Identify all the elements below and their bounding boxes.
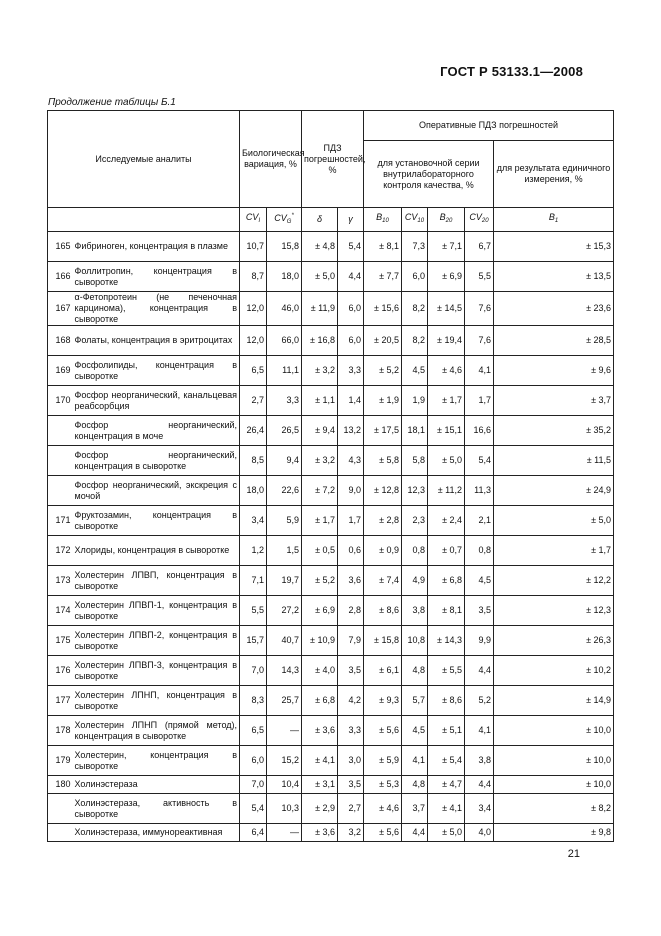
value-cell: ± 4,8 <box>302 232 338 262</box>
value-cell: 3,2 <box>338 824 364 842</box>
table-row <box>48 356 614 386</box>
value-cell: 10,8 <box>402 626 428 656</box>
value-cell: ± 1,7 <box>302 506 338 536</box>
value-cell: ± 5,1 <box>428 716 465 746</box>
value-cell: 3,3 <box>338 356 364 386</box>
value-cell: 9,4 <box>267 446 302 476</box>
value-cell: 12,0 <box>240 292 267 326</box>
value-cell: 4,4 <box>338 262 364 292</box>
value-cell: 5,4 <box>338 232 364 262</box>
value-cell: 2,1 <box>465 506 494 536</box>
value-cell: ± 3,2 <box>302 356 338 386</box>
value-cell: 2,3 <box>402 506 428 536</box>
row-number: 174 <box>48 596 73 626</box>
value-cell: ± 5,0 <box>302 262 338 292</box>
value-cell: ± 0,7 <box>428 536 465 566</box>
value-cell: 4,5 <box>465 566 494 596</box>
value-cell: ± 6,9 <box>428 262 465 292</box>
symbol-gamma: γ <box>338 208 364 232</box>
value-cell: ± 5,2 <box>302 566 338 596</box>
value-cell: ± 11,5 <box>494 446 614 476</box>
value-cell: 1,7 <box>465 386 494 416</box>
value-cell: 4,1 <box>465 356 494 386</box>
value-cell: 6,0 <box>338 292 364 326</box>
table-row <box>48 506 614 536</box>
value-cell: 6,5 <box>240 356 267 386</box>
value-cell: ± 35,2 <box>494 416 614 446</box>
row-number: 175 <box>48 626 73 656</box>
value-cell: ± 6,9 <box>302 596 338 626</box>
header-operative-pdz: Оперативные ПДЗ погрешностей <box>364 111 614 141</box>
value-cell: 46,0 <box>267 292 302 326</box>
value-cell: ± 15,8 <box>364 626 402 656</box>
value-cell: ± 7,2 <box>302 476 338 506</box>
table-row <box>48 292 614 326</box>
value-cell: ± 5,2 <box>364 356 402 386</box>
value-cell: 0,8 <box>465 536 494 566</box>
analyte-name: Фоллитропин, концентрация в сыворотке <box>73 262 240 292</box>
value-cell: ± 8,6 <box>364 596 402 626</box>
value-cell: 2,7 <box>240 386 267 416</box>
value-cell: 18,1 <box>402 416 428 446</box>
value-cell: 26,4 <box>240 416 267 446</box>
value-cell: 7,6 <box>465 326 494 356</box>
table-row <box>48 326 614 356</box>
value-cell: — <box>267 824 302 842</box>
value-cell: 5,5 <box>465 262 494 292</box>
analyte-name: Фосфор неорганический, канальцевая реабсорбция <box>73 386 240 416</box>
value-cell: ± 23,6 <box>494 292 614 326</box>
value-cell: 16,6 <box>465 416 494 446</box>
value-cell: ± 4,1 <box>302 746 338 776</box>
value-cell: 3,4 <box>240 506 267 536</box>
value-cell: ± 15,6 <box>364 292 402 326</box>
value-cell: 7,9 <box>338 626 364 656</box>
value-cell: 25,7 <box>267 686 302 716</box>
document-code: ГОСТ Р 53133.1—2008 <box>440 64 583 79</box>
value-cell: ± 2,4 <box>428 506 465 536</box>
value-cell: 7,1 <box>240 566 267 596</box>
value-cell: ± 1,7 <box>494 536 614 566</box>
value-cell: ± 1,9 <box>364 386 402 416</box>
value-cell: ± 7,4 <box>364 566 402 596</box>
analyte-name: Фибриноген, концентрация в плазме <box>73 232 240 262</box>
value-cell: 9,0 <box>338 476 364 506</box>
value-cell: 27,2 <box>267 596 302 626</box>
table-row <box>48 596 614 626</box>
value-cell: ± 9,3 <box>364 686 402 716</box>
value-cell: ± 28,5 <box>494 326 614 356</box>
row-number: 168 <box>48 326 73 356</box>
value-cell: 40,7 <box>267 626 302 656</box>
value-cell: 8,5 <box>240 446 267 476</box>
row-number <box>48 416 73 446</box>
value-cell: ± 3,1 <box>302 776 338 794</box>
value-cell: 5,4 <box>465 446 494 476</box>
value-cell: ± 13,5 <box>494 262 614 292</box>
value-cell: ± 20,5 <box>364 326 402 356</box>
value-cell: ± 4,1 <box>428 794 465 824</box>
value-cell: 15,7 <box>240 626 267 656</box>
value-cell: 9,9 <box>465 626 494 656</box>
value-cell: ± 5,0 <box>428 446 465 476</box>
value-cell: 8,2 <box>402 326 428 356</box>
table-row <box>48 536 614 566</box>
value-cell: ± 6,8 <box>428 566 465 596</box>
header-pdz: ПДЗ погрешностей, % <box>302 111 364 208</box>
table-row <box>48 794 614 824</box>
row-number: 176 <box>48 656 73 686</box>
value-cell: ± 8,1 <box>364 232 402 262</box>
value-cell: 19,7 <box>267 566 302 596</box>
value-cell: 1,2 <box>240 536 267 566</box>
analyte-name: Холинэстераза, иммунореактивная <box>73 824 240 842</box>
value-cell: ± 2,9 <box>302 794 338 824</box>
value-cell: 8,7 <box>240 262 267 292</box>
value-cell: ± 12,2 <box>494 566 614 596</box>
analyte-name: Фосфор неорганический, концентрация в моче <box>73 416 240 446</box>
value-cell: 15,8 <box>267 232 302 262</box>
value-cell: 2,8 <box>338 596 364 626</box>
analyte-name: Фруктозамин, концентрация в сыворотке <box>73 506 240 536</box>
value-cell: ± 0,9 <box>364 536 402 566</box>
value-cell: 11,3 <box>465 476 494 506</box>
analyte-name: Хлориды, концентрация в сыворотке <box>73 536 240 566</box>
table-row <box>48 686 614 716</box>
value-cell: — <box>267 716 302 746</box>
value-cell: 8,3 <box>240 686 267 716</box>
value-cell: ± 26,3 <box>494 626 614 656</box>
value-cell: ± 3,7 <box>494 386 614 416</box>
symbol-cv20: $CV_{20}$ <box>465 208 494 232</box>
value-cell: ± 7,7 <box>364 262 402 292</box>
value-cell: 6,0 <box>240 746 267 776</box>
value-cell: ± 3,2 <box>302 446 338 476</box>
table-row <box>48 232 614 262</box>
value-cell: 4,2 <box>338 686 364 716</box>
symbol-row <box>48 208 614 232</box>
value-cell: 4,9 <box>402 566 428 596</box>
value-cell: 4,1 <box>465 716 494 746</box>
analyte-name: Фосфор неорганический, концентрация в сыворотке <box>73 446 240 476</box>
value-cell: 12,0 <box>240 326 267 356</box>
row-number: 170 <box>48 386 73 416</box>
table-row <box>48 386 614 416</box>
value-cell: ± 5,4 <box>428 746 465 776</box>
analyte-name: Холестерин ЛПВП-3, концентрация в сыворотке <box>73 656 240 686</box>
value-cell: ± 4,0 <box>302 656 338 686</box>
symbol-cv10: $CV_{10}$ <box>402 208 428 232</box>
value-cell: ± 14,5 <box>428 292 465 326</box>
value-cell: ± 19,4 <box>428 326 465 356</box>
value-cell: ± 15,3 <box>494 232 614 262</box>
value-cell: 7,3 <box>402 232 428 262</box>
value-cell: 7,0 <box>240 776 267 794</box>
page-number: 21 <box>567 848 580 860</box>
value-cell: ± 4,7 <box>428 776 465 794</box>
analyte-name: Холинэстераза <box>73 776 240 794</box>
row-number: 177 <box>48 686 73 716</box>
value-cell: ± 6,1 <box>364 656 402 686</box>
symbol-empty <box>48 208 240 232</box>
table-row <box>48 566 614 596</box>
value-cell: ± 14,3 <box>428 626 465 656</box>
value-cell: 6,0 <box>402 262 428 292</box>
value-cell: ± 10,0 <box>494 776 614 794</box>
value-cell: 3,5 <box>465 596 494 626</box>
value-cell: ± 5,5 <box>428 656 465 686</box>
value-cell: 6,4 <box>240 824 267 842</box>
row-number <box>48 476 73 506</box>
symbol-delta: δ <box>302 208 338 232</box>
value-cell: 4,8 <box>402 776 428 794</box>
value-cell: 5,2 <box>465 686 494 716</box>
table-row <box>48 824 614 842</box>
value-cell: 3,8 <box>465 746 494 776</box>
value-cell: ± 10,0 <box>494 716 614 746</box>
value-cell: 4,4 <box>402 824 428 842</box>
symbol-cvi: $CV_I$ <box>240 208 267 232</box>
value-cell: ± 5,3 <box>364 776 402 794</box>
row-number: 178 <box>48 716 73 746</box>
symbol-cvg: $CV_G^*$ <box>267 208 302 232</box>
analyte-name: Холестерин ЛПВП-2, концентрация в сыворотке <box>73 626 240 656</box>
value-cell: 3,8 <box>402 596 428 626</box>
analyte-name: Фолаты, концентрация в эритроцитах <box>73 326 240 356</box>
row-number: 171 <box>48 506 73 536</box>
value-cell: ± 8,1 <box>428 596 465 626</box>
value-cell: ± 5,6 <box>364 824 402 842</box>
row-number: 180 <box>48 776 73 794</box>
value-cell: 5,4 <box>240 794 267 824</box>
row-number <box>48 446 73 476</box>
table-row <box>48 716 614 746</box>
value-cell: 7,0 <box>240 656 267 686</box>
value-cell: ± 3,6 <box>302 716 338 746</box>
table-row <box>48 776 614 794</box>
table-row <box>48 476 614 506</box>
value-cell: 3,0 <box>338 746 364 776</box>
value-cell: ± 12,3 <box>494 596 614 626</box>
value-cell: 22,6 <box>267 476 302 506</box>
value-cell: 13,2 <box>338 416 364 446</box>
value-cell: 66,0 <box>267 326 302 356</box>
value-cell: 5,8 <box>402 446 428 476</box>
table-row <box>48 416 614 446</box>
value-cell: ± 2,8 <box>364 506 402 536</box>
value-cell: ± 10,2 <box>494 656 614 686</box>
value-cell: 0,8 <box>402 536 428 566</box>
value-cell: ± 5,0 <box>428 824 465 842</box>
value-cell: 18,0 <box>240 476 267 506</box>
header-analytes: Исследуемые аналиты <box>48 111 240 208</box>
analyte-name: α-Фетопротеин (не печеночная карцинома), концентрация в сыворотке <box>73 292 240 326</box>
value-cell: ± 14,9 <box>494 686 614 716</box>
analyte-name: Фосфор неорганический, экскреция с мочой <box>73 476 240 506</box>
value-cell: ± 5,8 <box>364 446 402 476</box>
analyte-name: Холестерин ЛПВП-1, концентрация в сыворотке <box>73 596 240 626</box>
value-cell: 1,7 <box>338 506 364 536</box>
value-cell: 6,0 <box>338 326 364 356</box>
value-cell: ± 1,7 <box>428 386 465 416</box>
symbol-b10: $B_{10}$ <box>364 208 402 232</box>
value-cell: ± 9,4 <box>302 416 338 446</box>
value-cell: 8,2 <box>402 292 428 326</box>
analyte-name: Холестерин ЛПВП, концентрация в сыворотке <box>73 566 240 596</box>
row-number: 165 <box>48 232 73 262</box>
value-cell: 10,4 <box>267 776 302 794</box>
row-number: 173 <box>48 566 73 596</box>
value-cell: ± 9,8 <box>494 824 614 842</box>
analyte-name: Холинэстераза, активность в сыворотке <box>73 794 240 824</box>
table-row <box>48 262 614 292</box>
value-cell: 3,5 <box>338 656 364 686</box>
value-cell: ± 6,8 <box>302 686 338 716</box>
value-cell: 11,1 <box>267 356 302 386</box>
analyte-name: Холестерин, концентрация в сыворотке <box>73 746 240 776</box>
value-cell: ± 7,1 <box>428 232 465 262</box>
value-cell: ± 5,0 <box>494 506 614 536</box>
row-number: 179 <box>48 746 73 776</box>
value-cell: ± 10,9 <box>302 626 338 656</box>
value-cell: 10,3 <box>267 794 302 824</box>
value-cell: 6,5 <box>240 716 267 746</box>
row-number: 167 <box>48 292 73 326</box>
row-number: 166 <box>48 262 73 292</box>
value-cell: 1,5 <box>267 536 302 566</box>
value-cell: 6,7 <box>465 232 494 262</box>
value-cell: ± 11,2 <box>428 476 465 506</box>
value-cell: ± 11,9 <box>302 292 338 326</box>
value-cell: ± 17,5 <box>364 416 402 446</box>
value-cell: ± 1,1 <box>302 386 338 416</box>
value-cell: 7,6 <box>465 292 494 326</box>
value-cell: ± 0,5 <box>302 536 338 566</box>
symbol-b20: $B_{20}$ <box>428 208 465 232</box>
value-cell: 4,8 <box>402 656 428 686</box>
value-cell: ± 8,2 <box>494 794 614 824</box>
value-cell: 3,3 <box>267 386 302 416</box>
value-cell: 18,0 <box>267 262 302 292</box>
row-number <box>48 794 73 824</box>
analyte-name: Холестерин ЛПНП, концентрация в сыворотке <box>73 686 240 716</box>
value-cell: 3,6 <box>338 566 364 596</box>
analyte-name: Холестерин ЛПНП (прямой метод), концентрация в сыворотке <box>73 716 240 746</box>
value-cell: 10,7 <box>240 232 267 262</box>
header-series-control: для установочной серии внутрилабораторного контроля качества, % <box>364 141 494 208</box>
value-cell: ± 24,9 <box>494 476 614 506</box>
value-cell: 1,9 <box>402 386 428 416</box>
value-cell: 0,6 <box>338 536 364 566</box>
row-number <box>48 824 73 842</box>
table-row <box>48 626 614 656</box>
value-cell: 4,0 <box>465 824 494 842</box>
value-cell: ± 4,6 <box>364 794 402 824</box>
value-cell: 12,3 <box>402 476 428 506</box>
header-biological-variation: Биологическая вариация, % <box>240 111 302 208</box>
value-cell: 26,5 <box>267 416 302 446</box>
row-number: 172 <box>48 536 73 566</box>
value-cell: 3,3 <box>338 716 364 746</box>
value-cell: 4,4 <box>465 656 494 686</box>
value-cell: 4,4 <box>465 776 494 794</box>
value-cell: ± 12,8 <box>364 476 402 506</box>
symbol-b1: $B_1$ <box>494 208 614 232</box>
value-cell: ± 9,6 <box>494 356 614 386</box>
value-cell: ± 10,0 <box>494 746 614 776</box>
value-cell: 4,3 <box>338 446 364 476</box>
table-row <box>48 746 614 776</box>
table-caption: Продолжение таблицы Б.1 <box>48 97 176 108</box>
value-cell: 5,7 <box>402 686 428 716</box>
value-cell: 3,5 <box>338 776 364 794</box>
value-cell: ± 5,9 <box>364 746 402 776</box>
value-cell: ± 4,6 <box>428 356 465 386</box>
value-cell: 3,7 <box>402 794 428 824</box>
value-cell: 3,4 <box>465 794 494 824</box>
value-cell: ± 15,1 <box>428 416 465 446</box>
value-cell: 1,4 <box>338 386 364 416</box>
value-cell: ± 16,8 <box>302 326 338 356</box>
data-table <box>47 110 614 842</box>
table-row <box>48 446 614 476</box>
value-cell: 4,5 <box>402 716 428 746</box>
value-cell: ± 5,6 <box>364 716 402 746</box>
value-cell: ± 3,6 <box>302 824 338 842</box>
value-cell: 5,9 <box>267 506 302 536</box>
value-cell: 5,5 <box>240 596 267 626</box>
value-cell: 15,2 <box>267 746 302 776</box>
table-body <box>48 232 614 842</box>
header-single-measurement: для результата единичного измерения, % <box>494 141 614 208</box>
value-cell: 2,7 <box>338 794 364 824</box>
value-cell: ± 8,6 <box>428 686 465 716</box>
value-cell: 4,1 <box>402 746 428 776</box>
value-cell: 14,3 <box>267 656 302 686</box>
analyte-name: Фосфолипиды, концентрация в сыворотке <box>73 356 240 386</box>
value-cell: 4,5 <box>402 356 428 386</box>
row-number: 169 <box>48 356 73 386</box>
table-row <box>48 656 614 686</box>
